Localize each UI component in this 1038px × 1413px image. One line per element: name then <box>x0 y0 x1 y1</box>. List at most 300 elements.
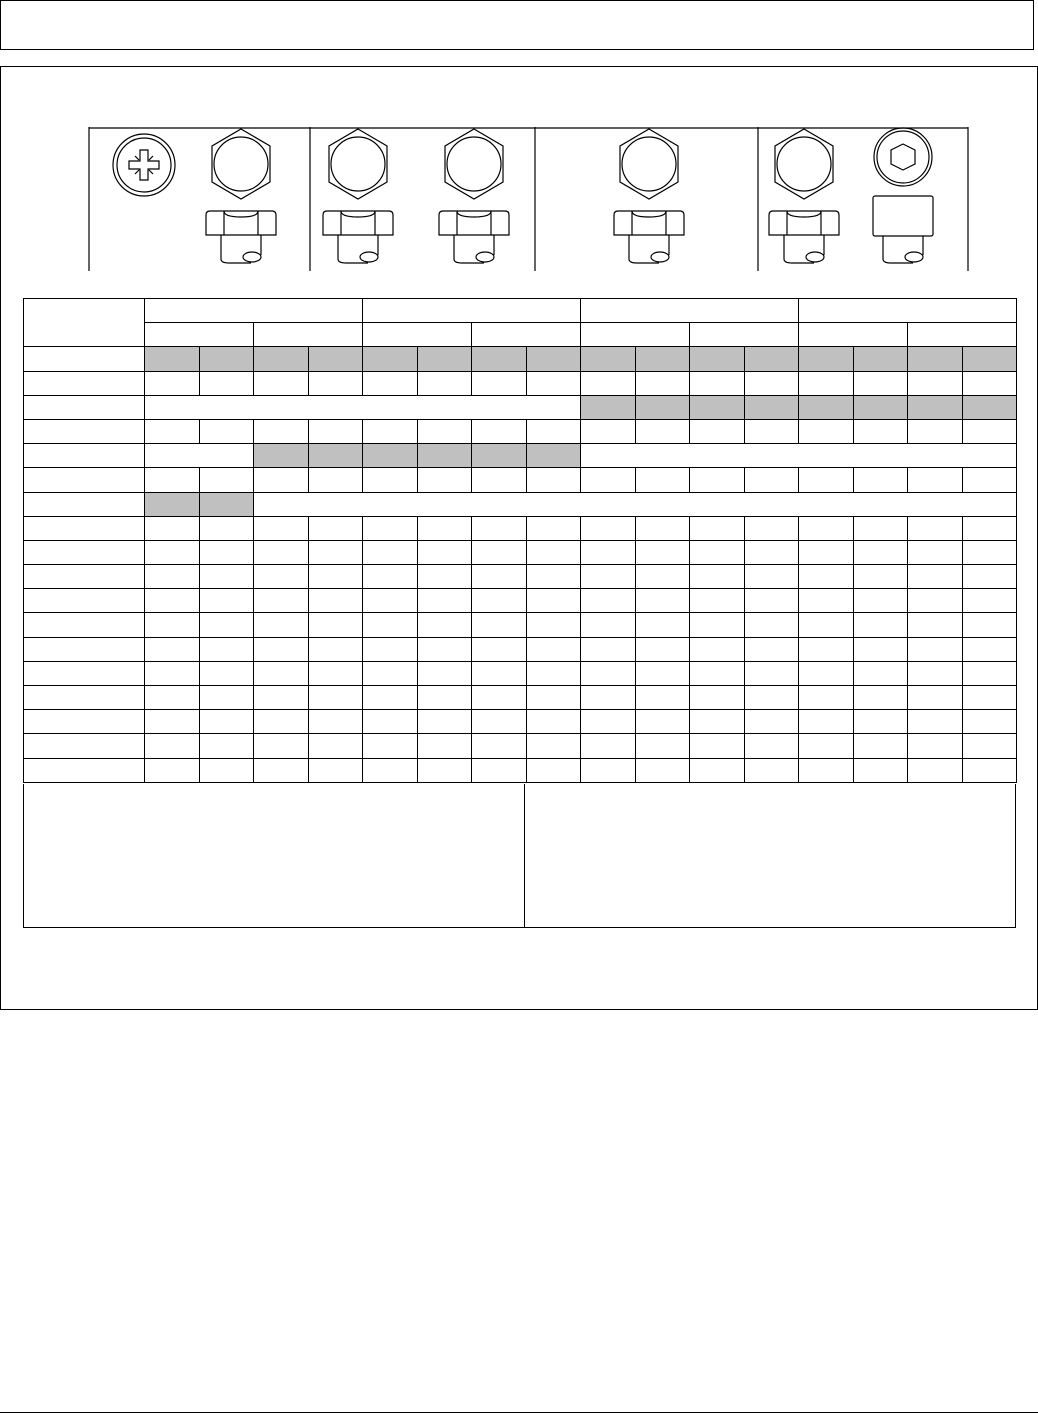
table-cell <box>199 371 254 395</box>
table-cell <box>308 613 363 637</box>
table-cell <box>635 468 690 492</box>
table-cell <box>24 710 145 734</box>
table-cell <box>799 516 854 540</box>
table-cell <box>744 347 799 371</box>
table-cell <box>199 589 254 613</box>
table-cell <box>24 589 145 613</box>
table-cell <box>363 444 418 468</box>
table-cell <box>254 661 309 685</box>
table-cell <box>581 758 636 782</box>
table-row <box>24 468 1017 492</box>
table-cell <box>417 710 472 734</box>
table-cell <box>526 419 581 443</box>
table-cell <box>145 589 200 613</box>
table-cell <box>254 565 309 589</box>
table-cell <box>526 444 581 468</box>
table-cell <box>472 371 527 395</box>
table-row <box>24 589 1017 613</box>
table-cell <box>799 419 854 443</box>
table-row <box>24 395 1017 419</box>
table-cell <box>962 637 1017 661</box>
table-cell <box>908 661 963 685</box>
table-cell <box>472 540 527 564</box>
table-cell <box>145 758 200 782</box>
table-row <box>24 637 1017 661</box>
table-row <box>24 758 1017 782</box>
table-cell <box>962 661 1017 685</box>
table-cell <box>581 637 636 661</box>
table-cell <box>962 613 1017 637</box>
table-cell <box>581 347 636 371</box>
hex-bolt-icon <box>439 129 509 263</box>
table-cell <box>908 395 963 419</box>
table-cell <box>254 444 309 468</box>
table-cell <box>526 758 581 782</box>
table-cell <box>363 371 418 395</box>
table-cell <box>690 540 745 564</box>
table-cell <box>24 758 145 782</box>
table-cell <box>199 516 254 540</box>
table-cell <box>853 540 908 564</box>
table-cell <box>908 419 963 443</box>
table-cell <box>254 613 309 637</box>
phillips-screw-icon <box>113 134 175 196</box>
table-cell <box>254 686 309 710</box>
table-cell <box>744 686 799 710</box>
table-cell <box>635 371 690 395</box>
table-cell <box>581 589 636 613</box>
table-cell <box>145 419 200 443</box>
table-cell <box>417 444 472 468</box>
table-cell <box>581 686 636 710</box>
table-cell <box>199 419 254 443</box>
table-cell <box>744 661 799 685</box>
table-cell <box>24 468 145 492</box>
table-cell <box>744 540 799 564</box>
hex-bolt-icon <box>769 129 839 263</box>
table-cell <box>799 395 854 419</box>
table-cell <box>853 734 908 758</box>
table-cell <box>24 347 145 371</box>
table-cell <box>417 419 472 443</box>
table-cell <box>308 347 363 371</box>
table-cell <box>581 540 636 564</box>
table-row <box>24 661 1017 685</box>
table-cell <box>472 710 527 734</box>
table-row <box>24 492 1017 516</box>
table-cell <box>853 613 908 637</box>
table-cell <box>635 419 690 443</box>
table-cell <box>908 589 963 613</box>
table-row <box>24 444 1017 468</box>
table-cell <box>254 637 309 661</box>
table-cell <box>24 565 145 589</box>
table-header-cell <box>581 323 690 347</box>
table-cell <box>308 468 363 492</box>
hex-bolt-icon <box>614 129 684 263</box>
table-cell <box>799 710 854 734</box>
table-cell <box>145 516 200 540</box>
table-cell <box>908 565 963 589</box>
table-cell <box>744 371 799 395</box>
table-cell <box>308 734 363 758</box>
table-cell <box>690 371 745 395</box>
table-cell <box>635 734 690 758</box>
table-cell <box>744 734 799 758</box>
table-cell <box>908 758 963 782</box>
table-cell <box>363 468 418 492</box>
table-cell <box>744 613 799 637</box>
table-cell <box>581 710 636 734</box>
table-cell <box>635 637 690 661</box>
table-cell <box>526 734 581 758</box>
table-cell <box>690 589 745 613</box>
table-cell <box>690 710 745 734</box>
table-cell <box>581 661 636 685</box>
table-header-cell <box>799 323 908 347</box>
table-cell <box>744 419 799 443</box>
table-cell <box>363 637 418 661</box>
table-header-cell <box>363 323 472 347</box>
table-cell <box>908 710 963 734</box>
table-row <box>24 734 1017 758</box>
table-cell <box>417 686 472 710</box>
table-cell <box>635 516 690 540</box>
table-cell <box>853 710 908 734</box>
table-cell <box>526 661 581 685</box>
table-cell <box>363 589 418 613</box>
table-cell <box>526 468 581 492</box>
table-cell <box>581 444 1017 468</box>
table-cell <box>254 516 309 540</box>
table-cell <box>635 347 690 371</box>
table-cell <box>853 419 908 443</box>
table-cell <box>581 734 636 758</box>
table-cell <box>908 686 963 710</box>
table-cell <box>799 540 854 564</box>
table-body-plain <box>24 516 1017 782</box>
table-cell <box>853 395 908 419</box>
table-cell <box>581 371 636 395</box>
table-cell <box>690 565 745 589</box>
table-header-row <box>24 299 1017 323</box>
table-cell <box>472 468 527 492</box>
table-cell <box>417 661 472 685</box>
table-cell <box>744 565 799 589</box>
table-cell <box>635 710 690 734</box>
table-cell <box>254 589 309 613</box>
table-cell <box>690 661 745 685</box>
table-cell <box>853 468 908 492</box>
table-cell <box>853 637 908 661</box>
table-cell <box>145 637 200 661</box>
table-cell <box>962 468 1017 492</box>
table-cell <box>853 758 908 782</box>
table-cell <box>908 468 963 492</box>
table-cell <box>254 371 309 395</box>
table-cell <box>690 395 745 419</box>
table-cell <box>962 371 1017 395</box>
table-cell <box>908 540 963 564</box>
notes-section <box>23 784 1016 928</box>
table-header-row <box>24 323 1017 347</box>
table-cell <box>308 661 363 685</box>
table-cell <box>308 444 363 468</box>
table-cell <box>908 347 963 371</box>
table-cell <box>690 516 745 540</box>
table-cell <box>635 395 690 419</box>
table-cell <box>690 419 745 443</box>
table-header-cell <box>145 323 254 347</box>
table-row <box>24 565 1017 589</box>
table-row <box>24 371 1017 395</box>
table-cell <box>472 444 527 468</box>
table-cell <box>363 347 418 371</box>
table-cell <box>308 540 363 564</box>
table-cell <box>962 686 1017 710</box>
table-cell <box>690 758 745 782</box>
table-cell <box>417 758 472 782</box>
table-cell <box>472 661 527 685</box>
table-cell <box>145 395 581 419</box>
table-cell <box>744 758 799 782</box>
table-header-cell <box>472 323 581 347</box>
table-cell <box>472 347 527 371</box>
table-cell <box>962 565 1017 589</box>
table-cell <box>635 686 690 710</box>
table-cell <box>199 347 254 371</box>
table-cell <box>199 686 254 710</box>
table-cell <box>24 637 145 661</box>
table-cell <box>472 419 527 443</box>
table-cell <box>363 516 418 540</box>
table-cell <box>145 613 200 637</box>
table-cell <box>472 686 527 710</box>
table-cell <box>199 613 254 637</box>
table-cell <box>908 516 963 540</box>
table-cell <box>417 516 472 540</box>
table-cell <box>908 637 963 661</box>
table-cell <box>417 589 472 613</box>
table-cell <box>744 516 799 540</box>
table-cell <box>581 468 636 492</box>
table-cell <box>853 589 908 613</box>
table-cell <box>24 540 145 564</box>
table-cell <box>472 565 527 589</box>
table-cell <box>145 686 200 710</box>
table-cell <box>799 613 854 637</box>
table-cell <box>853 661 908 685</box>
table-header-cell <box>581 299 799 323</box>
table-cell <box>24 395 145 419</box>
table-cell <box>24 492 145 516</box>
table-cell <box>635 589 690 613</box>
table-cell <box>199 661 254 685</box>
table-cell <box>581 419 636 443</box>
table-cell <box>853 565 908 589</box>
table-cell <box>254 710 309 734</box>
table-cell <box>254 419 309 443</box>
table-row <box>24 710 1017 734</box>
table-cell <box>308 565 363 589</box>
table-cell <box>308 419 363 443</box>
table-cell <box>363 419 418 443</box>
table-cell <box>199 758 254 782</box>
table-cell <box>308 637 363 661</box>
table-cell <box>24 371 145 395</box>
table-cell <box>799 371 854 395</box>
table-cell <box>472 758 527 782</box>
table-cell <box>199 734 254 758</box>
table-cell <box>962 710 1017 734</box>
table-cell <box>472 516 527 540</box>
table-cell <box>962 589 1017 613</box>
table-cell <box>363 710 418 734</box>
table-cell <box>962 347 1017 371</box>
table-cell <box>853 516 908 540</box>
table-header-cell <box>799 299 1017 323</box>
table-cell <box>145 710 200 734</box>
table-cell <box>853 371 908 395</box>
table-cell <box>744 637 799 661</box>
table-cell <box>363 734 418 758</box>
table-cell <box>472 613 527 637</box>
table-cell <box>24 686 145 710</box>
table-cell <box>199 565 254 589</box>
table-cell <box>799 468 854 492</box>
table-cell <box>308 516 363 540</box>
table-cell <box>417 565 472 589</box>
table-cell <box>526 710 581 734</box>
table-cell <box>254 758 309 782</box>
hex-bolt-icon <box>206 129 276 263</box>
table-header-cell <box>24 299 145 347</box>
table-cell <box>962 540 1017 564</box>
table-cell <box>308 758 363 782</box>
table-cell <box>690 686 745 710</box>
table-cell <box>526 565 581 589</box>
table-cell <box>145 492 200 516</box>
table-cell <box>472 637 527 661</box>
table-cell <box>363 613 418 637</box>
table-cell <box>145 661 200 685</box>
table-cell <box>526 589 581 613</box>
table-cell <box>24 734 145 758</box>
table-cell <box>254 468 309 492</box>
table-cell <box>308 710 363 734</box>
table-cell <box>635 565 690 589</box>
table-cell <box>472 734 527 758</box>
table-cell <box>744 395 799 419</box>
table-cell <box>962 516 1017 540</box>
table-cell <box>363 661 418 685</box>
table-cell <box>145 565 200 589</box>
table-header-cell <box>145 299 363 323</box>
table-cell <box>744 710 799 734</box>
table-cell <box>799 734 854 758</box>
table-cell <box>581 565 636 589</box>
table-cell <box>417 734 472 758</box>
table-header-cell <box>254 323 363 347</box>
table-row <box>24 419 1017 443</box>
table-cell <box>24 613 145 637</box>
table-cell <box>417 540 472 564</box>
table-cell <box>254 347 309 371</box>
table-row <box>24 686 1017 710</box>
table-cell <box>526 516 581 540</box>
table-cell <box>690 468 745 492</box>
table-cell <box>417 613 472 637</box>
table-cell <box>581 613 636 637</box>
table-cell <box>363 686 418 710</box>
table-cell <box>744 589 799 613</box>
table-cell <box>199 710 254 734</box>
table-cell <box>799 758 854 782</box>
table-cell <box>635 613 690 637</box>
table-cell <box>635 758 690 782</box>
torque-value-table <box>23 298 1017 783</box>
table-cell <box>799 686 854 710</box>
table-cell <box>581 516 636 540</box>
table-cell <box>799 637 854 661</box>
table-cell <box>254 492 1017 516</box>
table-cell <box>472 589 527 613</box>
hex-bolt-icon <box>323 129 393 263</box>
page-title-box <box>0 0 1034 50</box>
table-cell <box>526 371 581 395</box>
table-cell <box>308 686 363 710</box>
table-cell <box>145 540 200 564</box>
notes-left <box>24 784 525 927</box>
table-cell <box>690 347 745 371</box>
table-cell <box>24 419 145 443</box>
table-cell <box>635 661 690 685</box>
table-cell <box>526 347 581 371</box>
table-cell <box>145 371 200 395</box>
table-cell <box>145 734 200 758</box>
table-cell <box>199 492 254 516</box>
table-cell <box>853 686 908 710</box>
table-cell <box>962 758 1017 782</box>
table-cell <box>308 589 363 613</box>
socket-head-cap-screw-icon <box>873 128 933 263</box>
table-cell <box>363 565 418 589</box>
table-cell <box>962 419 1017 443</box>
table-cell <box>24 444 145 468</box>
table-cell <box>799 565 854 589</box>
table-cell <box>417 637 472 661</box>
table-header-cell <box>690 323 799 347</box>
table-cell <box>24 661 145 685</box>
table-cell <box>526 540 581 564</box>
table-cell <box>799 589 854 613</box>
table-cell <box>417 371 472 395</box>
table-cell <box>526 613 581 637</box>
table-cell <box>363 540 418 564</box>
table-row <box>24 613 1017 637</box>
table-header-cell <box>908 323 1017 347</box>
table-cell <box>24 516 145 540</box>
table-cell <box>145 468 200 492</box>
table-cell <box>908 371 963 395</box>
table-cell <box>145 347 200 371</box>
table-cell <box>363 758 418 782</box>
table-cell <box>145 444 254 468</box>
table-cell <box>908 734 963 758</box>
table-row <box>24 347 1017 371</box>
table-cell <box>690 637 745 661</box>
table-cell <box>254 734 309 758</box>
